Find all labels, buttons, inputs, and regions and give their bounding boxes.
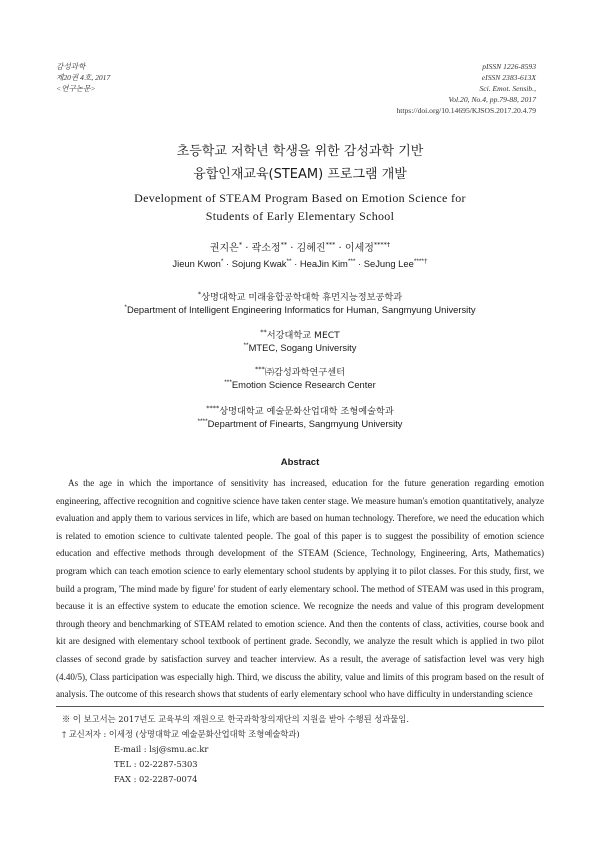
affiliation-3-en: ***Emotion Science Research Center xyxy=(224,379,376,391)
journal-info-left xyxy=(56,61,110,94)
title-korean-line2: 융합인재교육(STEAM) 프로그램 개발 xyxy=(193,167,407,182)
footnote-fax: FAX : 02-2287-0074 xyxy=(114,774,198,784)
affiliation-2-en: **MTEC, Sogang University xyxy=(243,342,357,354)
footnote-email[interactable]: E-mail : lsj@smu.ac.kr xyxy=(114,744,209,754)
authors-english: Jieun Kwon* · Sojung Kwak** · HeaJin Kim*** · SeJung Lee****† xyxy=(172,258,428,270)
abstract-heading: Abstract xyxy=(280,457,320,468)
footnote-funding: ※ 이 보고서는 2017년도 교육부의 재원으로 한국과학창의재단의 지원을 받아 수행된 성과물임. xyxy=(62,714,409,724)
journal-name-kr: 감성과학 xyxy=(56,62,86,71)
affiliation-1-kr: *상명대학교 미래융합공학대학 휴먼지능정보공학과 xyxy=(197,289,403,303)
title-korean-line1: 초등학교 저학년 학생을 위한 감성과학 기반 xyxy=(176,144,424,159)
eissn: eISSN 2383-613X xyxy=(481,73,536,82)
author-kr-1: 권지은* xyxy=(209,240,243,254)
author-en-3: HeaJin Kim*** xyxy=(299,258,356,270)
footnote-divider xyxy=(56,706,544,707)
title-english-line2: Students of Early Elementary School xyxy=(205,209,395,223)
affiliation-4-kr: ****상명대학교 예술문화산업대학 조형예술학과 xyxy=(206,403,394,417)
author-kr-4: 이세정****† xyxy=(344,240,391,254)
title-english-line1: Development of STEAM Program Based on Emotion Science for xyxy=(134,191,466,205)
volume-pages: Vol.20, No.4, pp.79-88, 2017 xyxy=(448,95,536,104)
affiliation-2-kr: **서강대학교 MECT xyxy=(260,327,340,341)
author-kr-2: 곽소정** xyxy=(251,240,288,254)
author-en-4: SeJung Lee****† xyxy=(363,258,428,270)
affiliation-1-en: *Department of Intelligent Engineering Informatics for Human, Sangmyung University xyxy=(124,304,476,316)
journal-info-right xyxy=(396,61,536,116)
author-kr-3: 김혜진*** xyxy=(296,240,336,254)
author-en-1: Jieun Kwon* xyxy=(172,258,224,270)
affiliation-3-kr: ***㈜감성과학연구센터 xyxy=(255,364,345,378)
footnote-tel: TEL : 02-2287-5303 xyxy=(114,759,198,769)
footnote-corresponding-author: † 교신저자 : 이세정 (상명대학교 예술문화산업대학 조형예술학과) xyxy=(62,729,300,739)
abstract-body: As the age in which the importance of sensitivity has increased, education for the future generation regarding emotion engineering, affective recognition and cognitive science have taken center stage. We measure human's emotion quantitatively, analyze evaluation and apply them to various services in life, which are based on human technology. Therefore, we need the education which is related to emotion science to cultivate talented people. The goal of this paper is to suggest the possibility of emotion science education and effective methods through development of the STEAM (Science, Technology, Engineering, Arts, Mathematics) program which can teach emotion science to early elementary school students by applying it to pilot classes. For this study, first, we build a program, 'The mind made by figure' for student of early elementary school. The method of STEAM was used in this program, because it is an effective system to educate the emotion science. We recognize the needs and value of this program development through theory and benchmarking of STEAM related to emotion science. And then the contents of class, activities, course book and kit are designed with elementary school textbook of pertinent grade. Secondly, we analyze the result which is applied in two pilot classes of second grade by satisfaction survey and teacher interview. As a result, the average of satisfaction level was very high (4.40/5), Class participation was especially high. Third, we discuss the ability, value and limits of this program based on the result of analysis. The outcome of this research shows that students of early elementary school who have difficulty in understanding science xyxy=(56,478,544,700)
author-en-2: Sojung Kwak** xyxy=(231,258,292,270)
title-english xyxy=(0,189,600,225)
title-korean xyxy=(0,140,600,186)
doi-link[interactable]: https://doi.org/10.14695/KJSOS.2017.20.4.79 xyxy=(396,106,536,115)
pissn: pISSN 1226-8593 xyxy=(482,62,536,71)
authors-korean: 권지은* · 곽소정** · 김혜진*** · 이세정****† xyxy=(209,240,391,254)
journal-abbrev: Sci. Emot. Sensib., xyxy=(479,84,536,93)
article-type: <연구논문> xyxy=(56,84,96,93)
affiliation-4-en: ****Department of Finearts, Sangmyung University xyxy=(197,418,403,430)
journal-volume-kr: 제20권 4호, 2017 xyxy=(56,73,111,82)
